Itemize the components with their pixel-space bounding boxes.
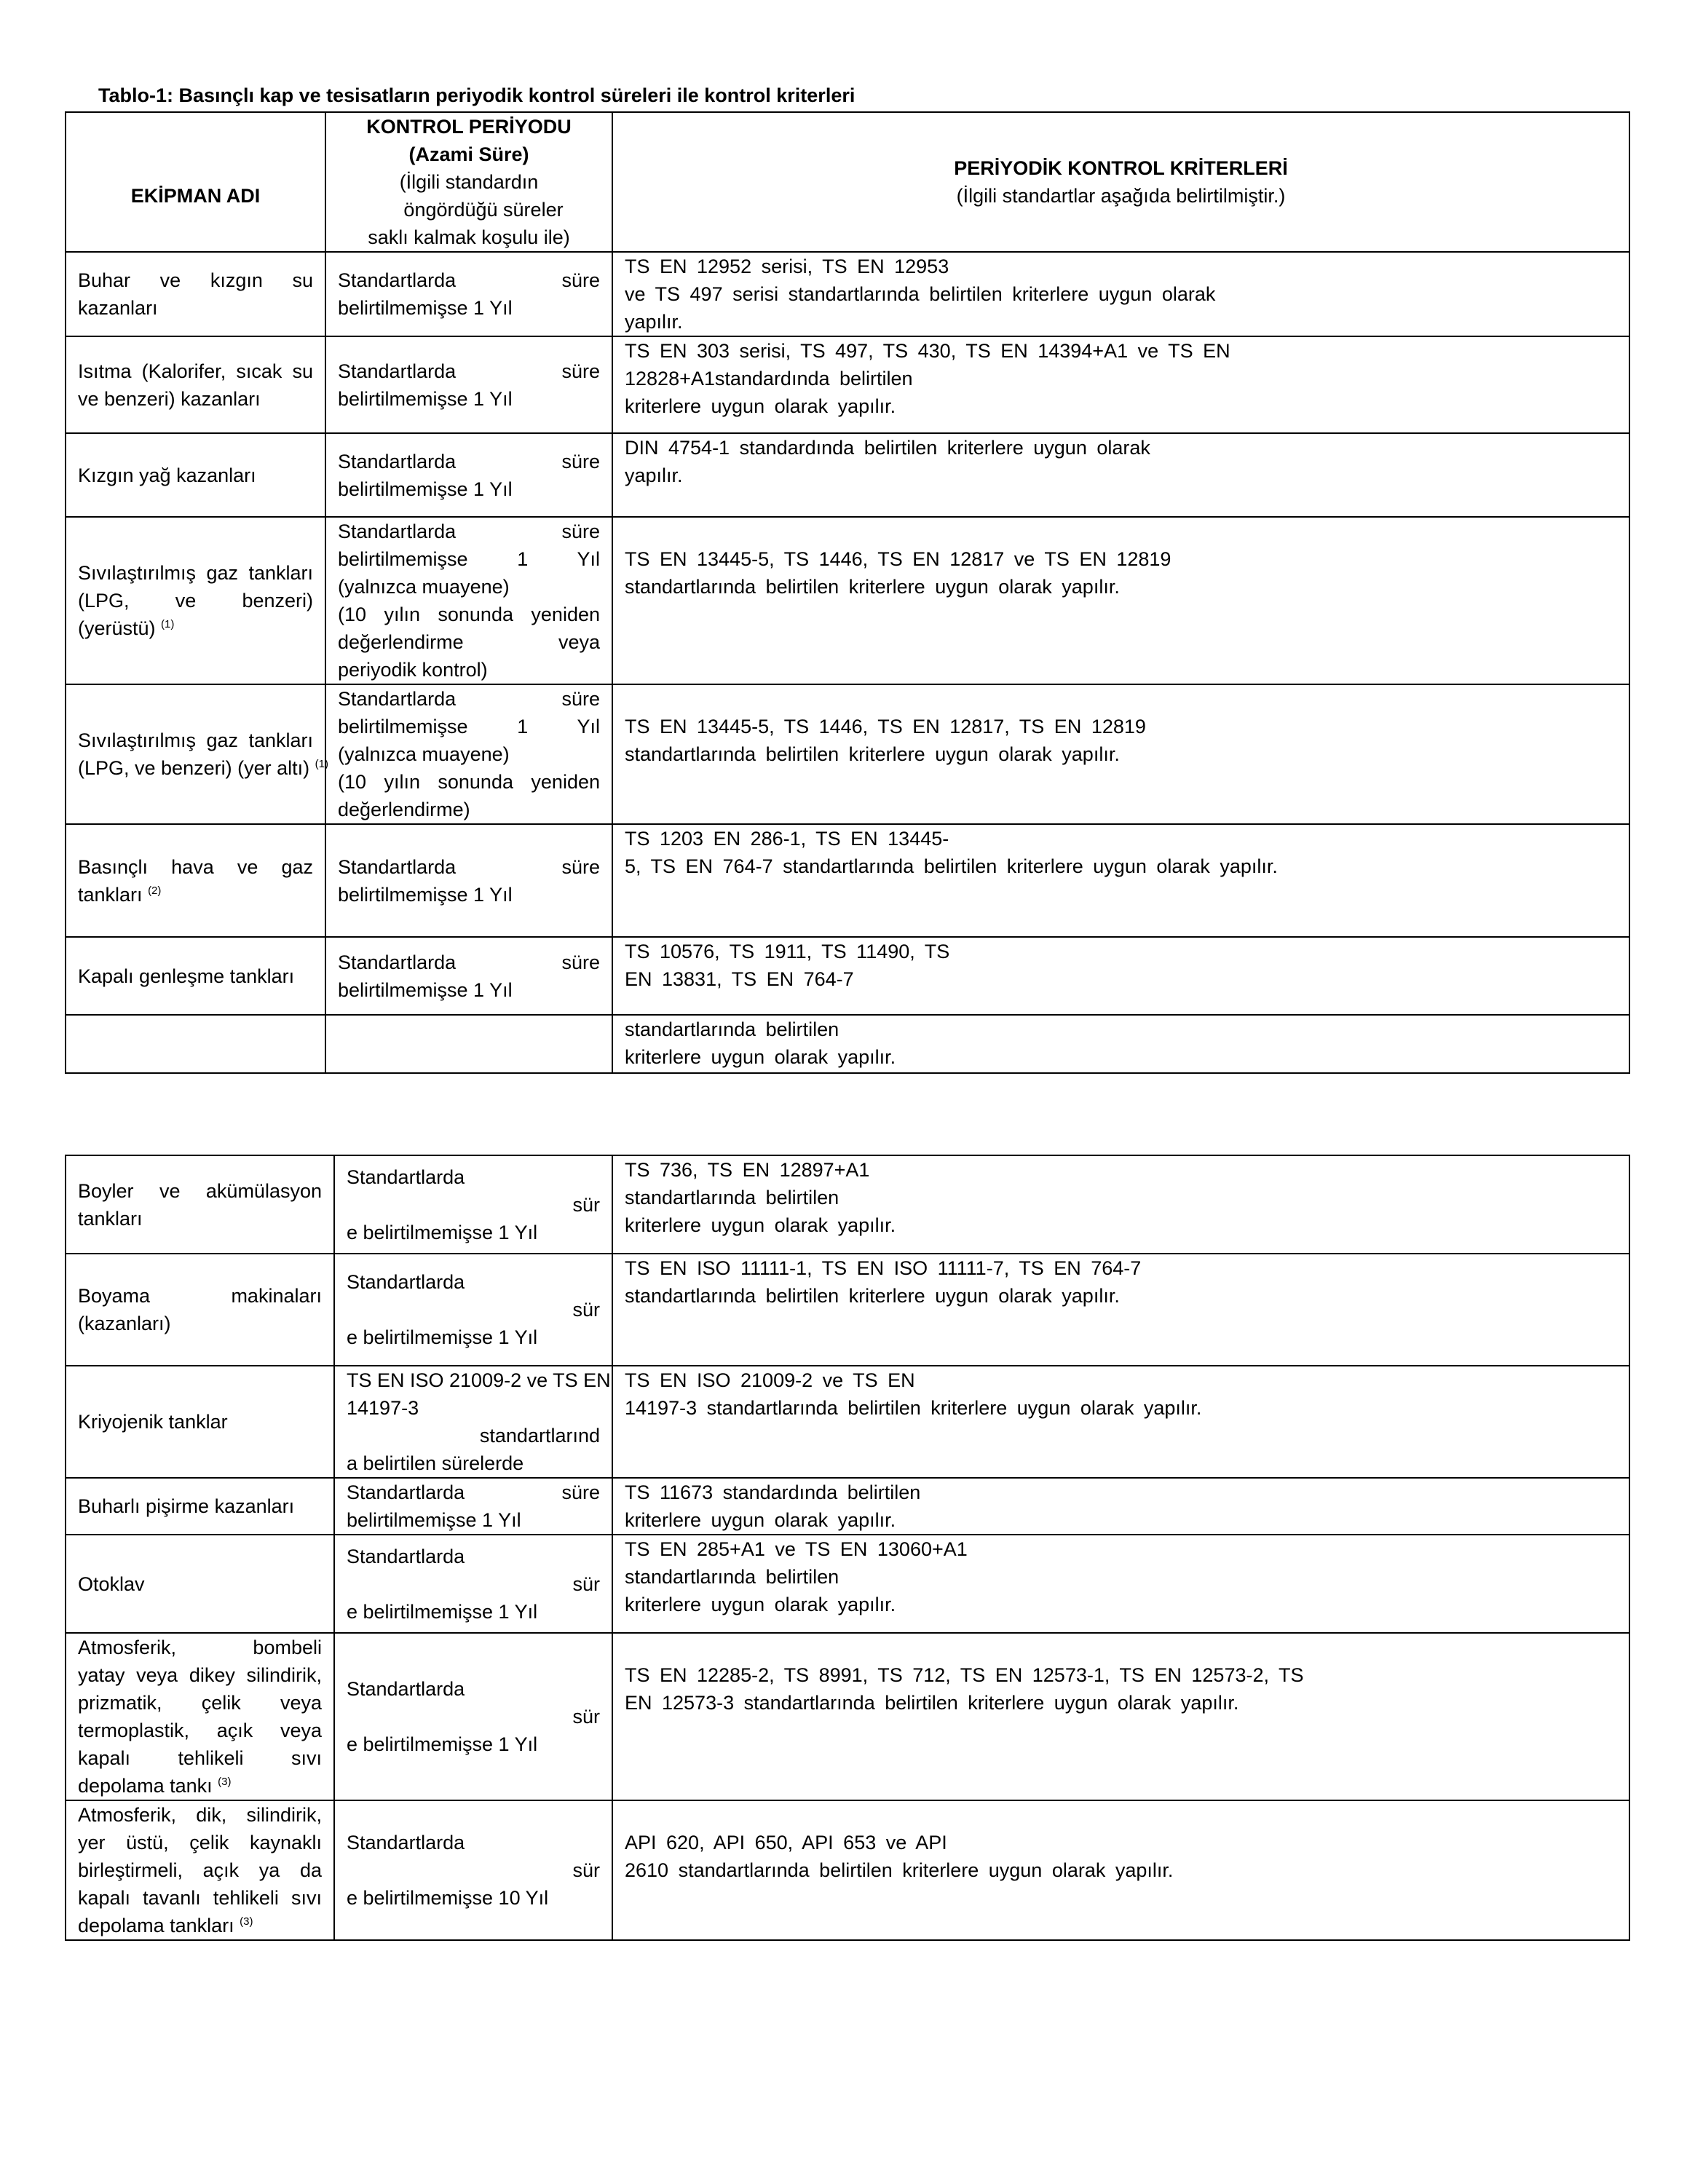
control-criteria-cell (612, 824, 1629, 937)
control-period-line: e belirtilmemişse 1 Yıl (347, 1326, 538, 1348)
control-period-line: e belirtilmemişse 1 Yıl (347, 1221, 538, 1243)
control-period-line: belirtilmemişse 1 Yıl (338, 716, 600, 737)
control-period-cell (334, 1478, 612, 1535)
control-criteria-line: 14197-3 standartlarında belirtilen kriterlere uygun olarak yapılır. (625, 1397, 1202, 1419)
control-criteria-line: standartlarında belirtilen (625, 1566, 839, 1588)
control-criteria-line: standartlarında belirtilen (625, 1187, 839, 1208)
equipment-name-cell (66, 1535, 334, 1633)
control-criteria-line: kriterlere uygun olarak yapılır. (625, 395, 896, 417)
equipment-name-cell (66, 1633, 334, 1800)
equipment-name-line: (yerüstü) $^{(1)}$ (78, 617, 175, 639)
control-period-cell (325, 252, 612, 336)
footnote-marker: (1) (161, 618, 175, 630)
control-period-cell (325, 336, 612, 433)
control-period-line: değerlendirme) (338, 799, 470, 820)
control-period-line: (yalnızca muayene) (338, 576, 510, 598)
control-period-cell (325, 684, 612, 824)
control-period-line: TS EN ISO 21009-2 ve TS EN (347, 1369, 611, 1391)
equipment-name-line: (LPG, ve benzeri) (yer altı) $^{(1)}$ (78, 757, 328, 779)
table-row (66, 1254, 1629, 1366)
control-period-line: Standartlarda süre (338, 855, 600, 878)
control-period-line: sür (572, 1193, 600, 1216)
footnote-marker: (1) (315, 758, 328, 770)
control-criteria-cell (612, 252, 1629, 336)
equipment-name-cell (66, 1254, 334, 1366)
control-period-line: Standartlarda süre (338, 688, 600, 710)
equipment-name-line: tankları (78, 1207, 143, 1230)
control-period-line: belirtilmemişse 1 Yıl (338, 478, 513, 500)
header-col2-line3: (İlgili standardın (399, 171, 539, 193)
control-criteria-cell (612, 1015, 1629, 1073)
control-period-line: Standartlarda (347, 1545, 465, 1567)
control-criteria-cell (612, 336, 1629, 433)
header-col2-line1: KONTROL PERİYODU (366, 116, 572, 138)
equipment-name-line: birleştirmeli, açık ya da (78, 1859, 322, 1881)
equipment-name-line: Sıvılaştırılmış gaz tankları (78, 729, 313, 751)
control-criteria-line: TS 10576, TS 1911, TS 11490, TS (625, 941, 950, 962)
control-period-line: belirtilmemişse 1 Yıl (338, 978, 513, 1001)
equipment-name-cell (66, 684, 328, 824)
equipment-name-cell (66, 1155, 334, 1254)
control-period-line: e belirtilmemişse 1 Yıl (347, 1600, 538, 1623)
control-period-line: (10 yılın sonunda yeniden (338, 604, 600, 625)
control-criteria-line: TS EN 285+A1 ve TS EN 13060+A1 (625, 1538, 968, 1560)
control-criteria-line: TS EN ISO 21009-2 ve TS EN (625, 1369, 915, 1391)
footnote-marker: (2) (148, 884, 162, 897)
control-criteria-cell (612, 1478, 1629, 1535)
equipment-name-cell (66, 1366, 334, 1478)
control-period-line: sür (572, 1299, 600, 1321)
control-criteria-line: EN 12573-3 standartlarında belirtilen kriterlere uygun olarak yapılır. (625, 1692, 1239, 1714)
equipment-name-line: kapalı tehlikeli sıvı (78, 1747, 322, 1769)
control-period-line: a belirtilen sürelerde (347, 1452, 524, 1474)
equipment-name-line: termoplastik, açık veya (78, 1720, 322, 1741)
table-row (66, 1478, 1629, 1535)
control-criteria-line: API 620, API 650, API 653 ve API (625, 1832, 947, 1853)
control-criteria-cell (612, 517, 1629, 684)
control-criteria-cell (612, 1800, 1629, 1940)
control-criteria-line: kriterlere uygun olarak yapılır. (625, 1509, 896, 1531)
control-period-line: Standartlarda süre (338, 450, 600, 472)
control-criteria-line: EN 13831, TS EN 764-7 (625, 968, 854, 990)
control-period-line: değerlendirme veya (338, 631, 600, 653)
control-period-line: Standartlarda süre (347, 1481, 600, 1503)
equipment-name-line: (kazanları) (78, 1313, 171, 1334)
control-period-line: Standartlarda süre (338, 951, 600, 973)
control-criteria-line: yapılır. (625, 311, 683, 333)
control-criteria-line: 2610 standartlarında belirtilen kriterlere uygun olarak yapılır. (625, 1859, 1174, 1881)
control-criteria-line: standartlarında belirtilen kriterlere uygun olarak yapılır. (625, 1285, 1120, 1307)
equipment-name-cell (66, 336, 325, 433)
control-criteria-line: ve TS 497 serisi standartlarında belirtilen kriterlere uygun olarak (625, 283, 1216, 305)
table-row (66, 433, 1629, 517)
equipment-name-cell (66, 517, 325, 684)
footnote-marker: (3) (240, 1915, 253, 1928)
control-period-line: e belirtilmemişse 1 Yıl (347, 1733, 538, 1755)
control-criteria-line: TS EN 12285-2, TS 8991, TS 712, TS EN 12573-1, TS EN 12573-2, TS (625, 1664, 1304, 1686)
control-criteria-line: TS 11673 standardında belirtilen (625, 1481, 921, 1503)
equipment-name-cell (66, 937, 325, 1015)
equipment-name-line: kazanları (78, 297, 158, 319)
control-period-cell (334, 1155, 612, 1254)
table-row (66, 1535, 1629, 1633)
equipment-name-line: prizmatik, çelik veya (78, 1692, 322, 1714)
table-row (66, 1155, 1629, 1254)
equipment-name-line: Boyama makinaları (78, 1285, 322, 1307)
control-period-line: belirtilmemişse 1 Yıl (338, 548, 600, 570)
control-period-line: belirtilmemişse 1 Yıl (347, 1509, 521, 1531)
control-period-cell (325, 824, 612, 937)
control-criteria-line: 5, TS EN 764-7 standartlarında belirtilen kriterlere uygun olarak yapılır. (625, 855, 1278, 877)
control-criteria-line: standartlarında belirtilen kriterlere uygun olarak yapılır. (625, 743, 1120, 765)
periodic-control-table-continued (65, 1155, 1630, 1941)
equipment-name-line: ve benzeri) kazanları (78, 387, 261, 410)
control-period-line: Standartlarda (347, 1166, 465, 1188)
control-criteria-line: DIN 4754-1 standardında belirtilen kriterlere uygun olarak (625, 437, 1150, 459)
control-period-line: standartlarınd (479, 1425, 600, 1447)
control-criteria-line: kriterlere uygun olarak yapılır. (625, 1046, 896, 1068)
control-period-line: Standartlarda süre (338, 521, 600, 542)
equipment-name-line: Boyler ve akümülasyon (78, 1179, 322, 1202)
equipment-name-line: Kızgın yağ kazanları (78, 464, 256, 486)
equipment-name-cell (66, 433, 325, 517)
equipment-name-line: Otoklav (78, 1572, 145, 1595)
control-period-line: Standartlarda (347, 1832, 465, 1853)
control-period-line: belirtilmemişse 1 Yıl (338, 883, 513, 906)
header-col2-line5: saklı kalmak koşulu ile) (368, 226, 570, 248)
control-criteria-line: TS EN 12952 serisi, TS EN 12953 (625, 256, 949, 277)
header-col2-line2: (Azami Süre) (408, 143, 529, 165)
equipment-name-cell (66, 1015, 325, 1073)
table-row (66, 252, 1629, 336)
equipment-name-line: Atmosferik, dik, silindirik, (78, 1804, 322, 1826)
control-criteria-line: standartlarında belirtilen (625, 1018, 839, 1040)
control-period-cell (334, 1366, 612, 1478)
table-row (66, 937, 1629, 1015)
page-title: Tablo-1: Basınçlı kap ve tesisatların periyodik kontrol süreleri ile kontrol kriterleri (98, 84, 856, 106)
header-col2-line4: öngördüğü süreler (403, 199, 564, 221)
control-period-cell (334, 1800, 612, 1940)
table-row (66, 336, 1629, 433)
periodic-control-table (65, 111, 1630, 1074)
table-row (66, 1800, 1629, 1940)
equipment-name-cell (66, 252, 325, 336)
control-period-line: Standartlarda süre (338, 269, 600, 291)
equipment-name-line: Atmosferik, bombeli (78, 1637, 322, 1658)
control-criteria-line: TS EN 303 serisi, TS 497, TS 430, TS EN 14394+A1 ve TS EN (625, 340, 1230, 362)
control-criteria-cell (612, 937, 1629, 1015)
control-criteria-cell (612, 1535, 1629, 1633)
equipment-name-line: Kapalı genleşme tankları (78, 965, 295, 987)
control-period-cell (334, 1254, 612, 1366)
equipment-name-line: Kriyojenik tanklar (78, 1411, 228, 1433)
table-row (66, 517, 1629, 684)
control-criteria-cell (612, 1633, 1629, 1800)
equipment-name-line: Isıtma (Kalorifer, sıcak su (78, 360, 313, 382)
equipment-name-line: tankları $^{(2)}$ (78, 883, 162, 906)
control-criteria-line: TS EN 13445-5, TS 1446, TS EN 12817 ve TS EN 12819 (625, 548, 1171, 570)
control-criteria-line: kriterlere uygun olarak yapılır. (625, 1214, 896, 1236)
equipment-name-line: Basınçlı hava ve gaz (78, 855, 313, 878)
footnote-marker: (3) (218, 1776, 232, 1788)
equipment-name-line: kapalı tavanlı tehlikeli sıvı (78, 1887, 322, 1909)
equipment-name-cell (66, 1800, 334, 1940)
control-period-line: periyodik kontrol) (338, 659, 488, 681)
equipment-name-line: Buhar ve kızgın su (78, 269, 313, 291)
control-period-cell (325, 433, 612, 517)
control-period-line: sür (572, 1572, 600, 1595)
control-period-line: 14197-3 (347, 1397, 419, 1419)
header-col3-line2: (İlgili standartlar aşağıda belirtilmiştir.) (956, 185, 1286, 207)
control-period-line: belirtilmemişse 1 Yıl (338, 297, 513, 319)
table-row (66, 1633, 1629, 1800)
control-criteria-line: kriterlere uygun olarak yapılır. (625, 1594, 896, 1615)
table-row (66, 1015, 1629, 1073)
control-criteria-line: yapılır. (625, 464, 683, 486)
control-criteria-cell (612, 433, 1629, 517)
control-period-line: Standartlarda (347, 1678, 465, 1700)
equipment-name-line: yer üstü, çelik kaynaklı (78, 1832, 322, 1853)
table-header-row (66, 112, 1629, 252)
control-period-line: (yalnızca muayene) (338, 743, 510, 765)
control-period-line: belirtilmemişse 1 Yıl (338, 387, 513, 410)
control-period-cell (334, 1633, 612, 1800)
equipment-name-line: (LPG, ve benzeri) (78, 590, 313, 612)
control-criteria-cell (612, 684, 1629, 824)
control-period-line: (10 yılın sonunda yeniden (338, 771, 600, 793)
equipment-name-cell (66, 824, 325, 937)
header-equipment-name (66, 112, 325, 252)
control-period-line: sür (572, 1859, 600, 1881)
control-period-cell (334, 1535, 612, 1633)
equipment-name-line: yatay veya dikey silindirik, (78, 1664, 322, 1686)
header-col1-text: EKİPMAN ADI (130, 185, 261, 207)
control-period-line: sür (572, 1706, 600, 1728)
equipment-name-cell (66, 1478, 334, 1535)
control-period-cell (325, 1015, 612, 1073)
control-period-line: Standartlarda (347, 1271, 465, 1293)
control-criteria-cell (612, 1254, 1629, 1366)
control-period-cell (325, 517, 612, 684)
equipment-name-line: depolama tankı $^{(3)}$ (78, 1775, 232, 1797)
header-col3-line1: PERİYODİK KONTROL KRİTERLERİ (954, 157, 1288, 179)
control-criteria-cell (612, 1155, 1629, 1254)
control-criteria-line: TS 1203 EN 286-1, TS EN 13445- (625, 828, 949, 850)
header-control-period (325, 112, 612, 252)
control-criteria-line: TS 736, TS EN 12897+A1 (625, 1159, 870, 1181)
table-row (66, 684, 1629, 824)
control-period-cell (325, 937, 612, 1015)
equipment-name-line: depolama tankları $^{(3)}$ (78, 1915, 253, 1936)
control-criteria-line: TS EN ISO 11111-1, TS EN ISO 11111-7, TS EN 764-7 (625, 1257, 1142, 1279)
control-criteria-line: standartlarında belirtilen kriterlere uygun olarak yapılır. (625, 576, 1120, 598)
control-period-line: Standartlarda süre (338, 360, 600, 382)
control-criteria-line: TS EN 13445-5, TS 1446, TS EN 12817, TS EN 12819 (625, 716, 1146, 737)
table-row (66, 824, 1629, 937)
equipment-name-line: Sıvılaştırılmış gaz tankları (78, 562, 313, 584)
table-row (66, 1366, 1629, 1478)
control-criteria-cell (612, 1366, 1629, 1478)
control-period-line: e belirtilmemişse 10 Yıl (347, 1887, 549, 1909)
header-control-criteria (612, 112, 1629, 252)
equipment-name-line: Buharlı pişirme kazanları (78, 1495, 295, 1517)
control-criteria-line: 12828+A1standardında belirtilen (625, 368, 913, 389)
